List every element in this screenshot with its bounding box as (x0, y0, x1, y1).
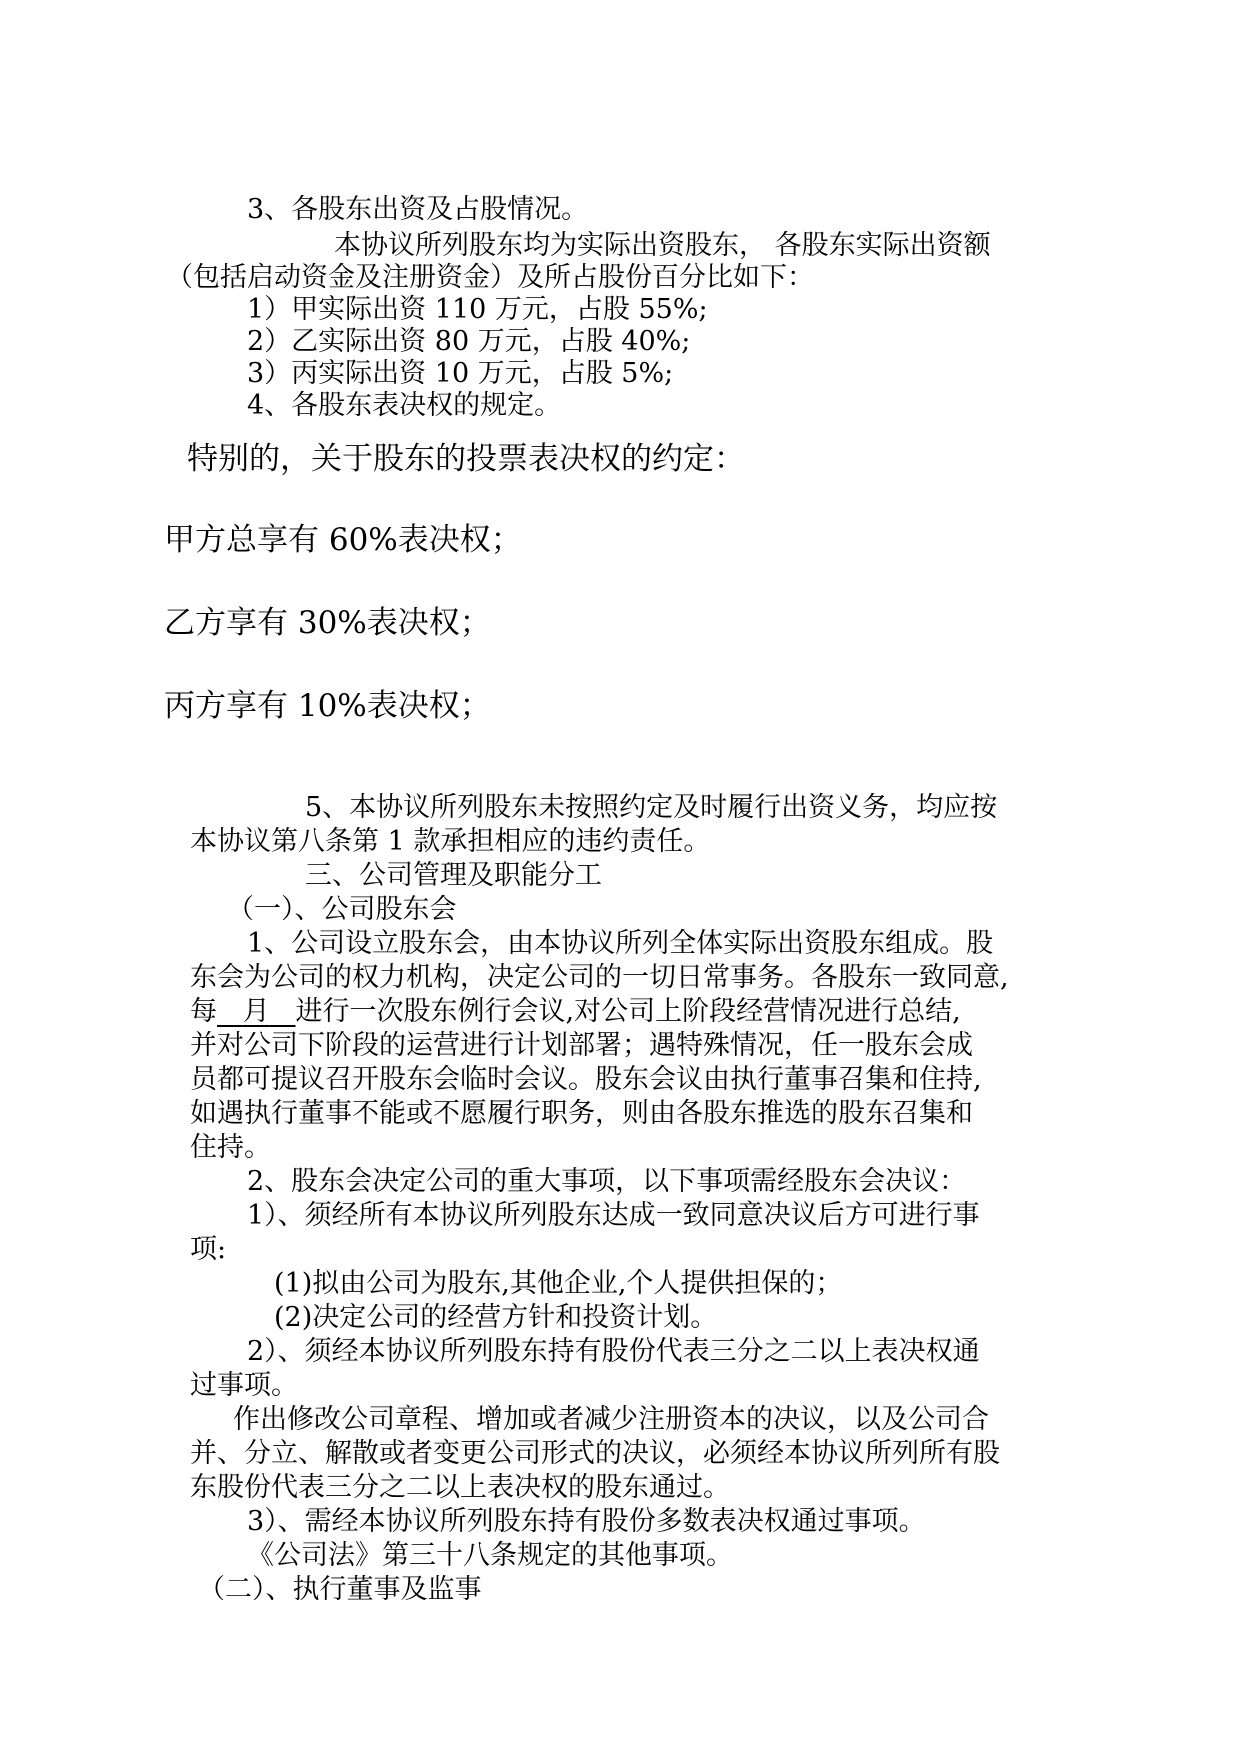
major-matters-heading: 2、股东会决定公司的重大事项，以下事项需经股东会决议： (247, 1166, 967, 1197)
unanimous-item-2: (2)决定公司的经营方针和投资计划。 (274, 1302, 718, 1333)
section-4-heading: 4、各股东表决权的规定。 (247, 390, 562, 421)
chapter-3-heading: 三、公司管理及职能分工 (305, 860, 602, 891)
frequency-month: 月 (242, 996, 270, 1027)
subsection-1-heading: （一）、公司股东会 (227, 894, 457, 925)
two-thirds-detail-line-3: 东股份代表三分之二以上表决权的股东通过。 (190, 1472, 730, 1503)
meeting-paragraph-line-5: 员都可提议召开股东会临时会议。股东会议由执行董事召集和住持, (190, 1064, 982, 1095)
meeting-paragraph-line-7: 住持。 (190, 1132, 271, 1163)
unanimous-matters-line-1: 1）、须经所有本协议所列股东达成一致同意决议后方可进行事 (247, 1200, 980, 1231)
vote-share-bing: 丙方享有 10%表决权； (164, 688, 491, 724)
section-3-heading: 3、各股东出资及占股情况。 (247, 194, 589, 225)
meeting-frequency-prefix: 每 (190, 996, 217, 1027)
contribution-item-3: 3）丙实际出资 10 万元，占股 5%; (247, 358, 674, 389)
section-5-line-1: 5、本协议所列股东未按照约定及时履行出资义务，均应按 (305, 792, 998, 823)
meeting-paragraph-line-4: 并对公司下阶段的运营进行计划部署；遇特殊情况，任一股东会成 (190, 1030, 973, 1061)
contribution-item-1: 1）甲实际出资 110 万元，占股 55%; (247, 294, 708, 325)
section-3-intro-line-1: 本协议所列股东均为实际出资股东， 各股东实际出资额 (334, 230, 991, 261)
company-law-reference: 《公司法》第三十八条规定的其他事项。 (247, 1540, 733, 1571)
meeting-paragraph-line-1: 1、公司设立股东会，由本协议所列全体实际出资股东组成。股 (247, 928, 994, 959)
unanimous-item-1: (1)拟由公司为股东,其他企业,个人提供担保的； (274, 1268, 843, 1299)
majority-matters: 3）、需经本协议所列股东持有股份多数表决权通过事项。 (247, 1506, 926, 1537)
frequency-blank-1 (217, 994, 243, 1030)
special-voting-note: 特别的，关于股东的投票表决权的约定： (187, 441, 745, 477)
two-thirds-matters-line-1: 2）、须经本协议所列股东持有股份代表三分之二以上表决权通 (247, 1336, 980, 1367)
frequency-blank-2 (270, 994, 296, 1030)
meeting-paragraph-line-3 (190, 994, 961, 1030)
two-thirds-detail-line-1: 作出修改公司章程、增加或者减少注册资本的决议，以及公司合 (233, 1404, 989, 1435)
subsection-2-heading: （二）、执行董事及监事 (198, 1574, 482, 1605)
meeting-paragraph-line-6: 如遇执行董事不能或不愿履行职务，则由各股东推选的股东召集和 (190, 1098, 973, 1129)
contribution-item-2: 2）乙实际出资 80 万元，占股 40%; (247, 326, 691, 357)
section-5-line-2: 本协议第八条第 1 款承担相应的违约责任。 (190, 826, 711, 857)
section-3-intro-line-2: （包括启动资金及注册资金）及所占股份百分比如下： (166, 262, 814, 293)
meeting-frequency-text: 进行一次股东例行会议,对公司上阶段经营情况进行总结, (295, 996, 961, 1027)
two-thirds-matters-line-2: 过事项。 (190, 1370, 298, 1401)
unanimous-matters-line-2: 项: (190, 1234, 227, 1265)
vote-share-yi: 乙方享有 30%表决权； (164, 605, 491, 641)
vote-share-jia: 甲方总享有 60%表决权； (164, 522, 522, 558)
meeting-paragraph-line-2: 东会为公司的权力机构，决定公司的一切日常事务。各股东一致同意, (190, 962, 1009, 993)
two-thirds-detail-line-2: 并、分立、解散或者变更公司形式的决议，必须经本协议所列所有股 (190, 1438, 1000, 1469)
